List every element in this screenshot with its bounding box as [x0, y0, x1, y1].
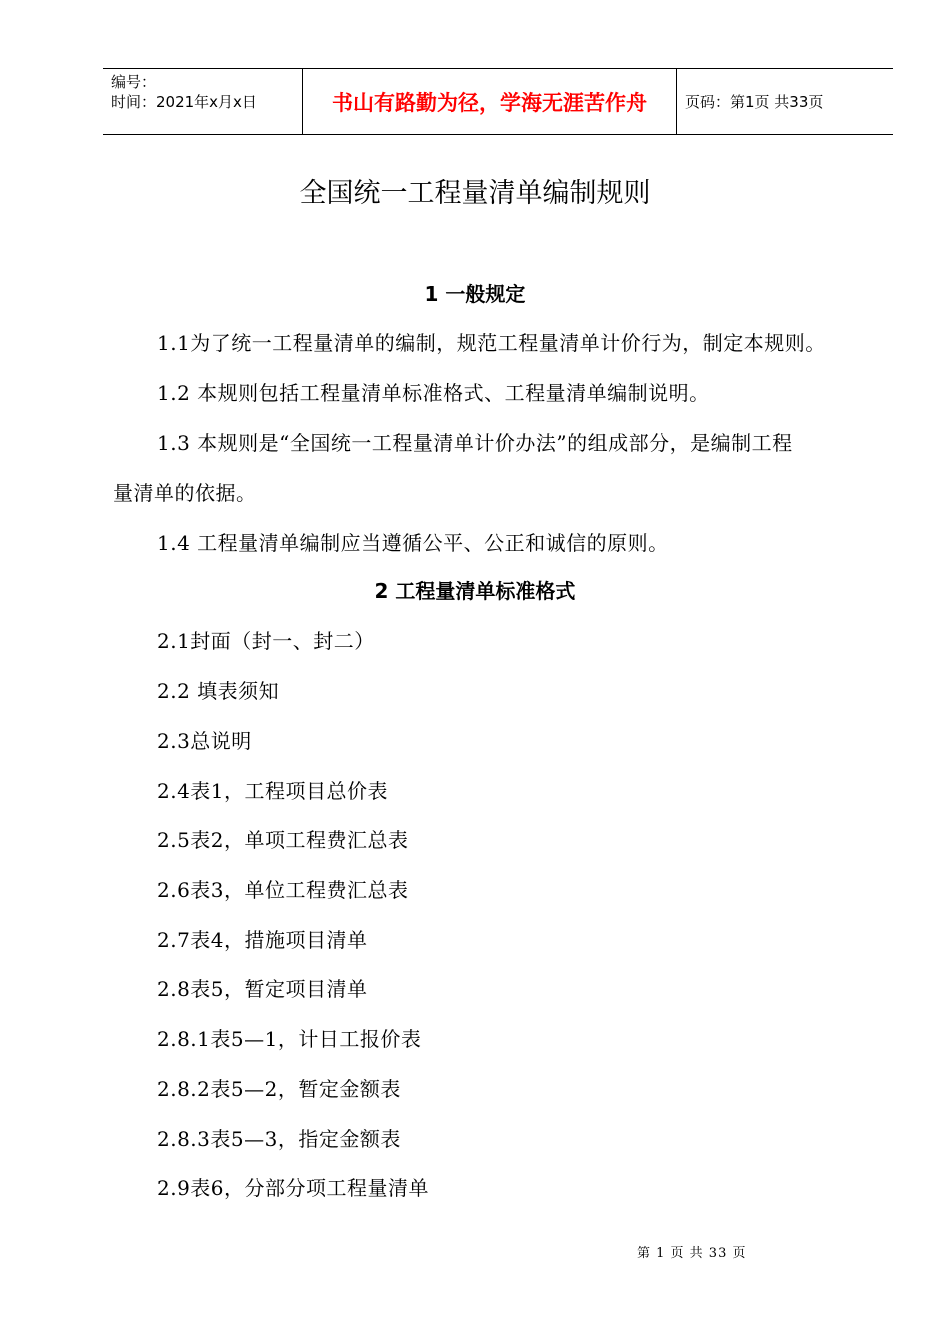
section-heading-2: 2 工程量清单标准格式 — [374, 579, 576, 603]
list-item: 2.1封面（封一、封二） — [157, 629, 375, 653]
paragraph-1-2: 1.2 本规则包括工程量清单标准格式、工程量清单编制说明。 — [157, 381, 710, 405]
page-header — [103, 68, 893, 135]
list-item: 2.4表1，工程项目总价表 — [157, 779, 389, 803]
serial-label: 编号： — [111, 73, 157, 91]
list-item: 2.2 填表须知 — [157, 679, 280, 703]
list-item: 2.8.1表5—1，计日工报价表 — [157, 1027, 422, 1051]
paragraph-1-3: 1.3 本规则是“全国统一工程量清单计价办法”的组成部分，是编制工程 — [157, 431, 793, 455]
time-label: 时间：2021年x月x日 — [111, 93, 257, 111]
header-page-info: 页码：第1页 共33页 — [685, 93, 824, 111]
list-item: 2.6表3，单位工程费汇总表 — [157, 878, 409, 902]
list-item: 2.7表4，措施项目清单 — [157, 928, 368, 952]
list-item: 2.9表6，分部分项工程量清单 — [157, 1176, 430, 1200]
list-item: 2.8表5，暂定项目清单 — [157, 977, 368, 1001]
header-meta — [103, 69, 303, 134]
paragraph-1-1: 1.1为了统一工程量清单的编制，规范工程量清单计价行为，制定本规则。 — [157, 331, 826, 355]
paragraph-1-3-continued: 量清单的依据。 — [113, 481, 257, 505]
document-title: 全国统一工程量清单编制规则 — [299, 178, 651, 209]
list-item: 2.8.3表5—3，指定金额表 — [157, 1127, 401, 1151]
list-item: 2.8.2表5—2，暂定金额表 — [157, 1077, 401, 1101]
paragraph-1-4: 1.4 工程量清单编制应当遵循公平、公正和诚信的原则。 — [157, 531, 669, 555]
page-footer: 第 1 页 共 33 页 — [637, 1246, 747, 1261]
section-heading-1: 1 一般规定 — [424, 282, 526, 306]
list-item: 2.3总说明 — [157, 729, 252, 753]
header-motto: 书山有路勤为径，学海无涯苦作舟 — [303, 69, 677, 134]
list-item: 2.5表2，单项工程费汇总表 — [157, 828, 409, 852]
